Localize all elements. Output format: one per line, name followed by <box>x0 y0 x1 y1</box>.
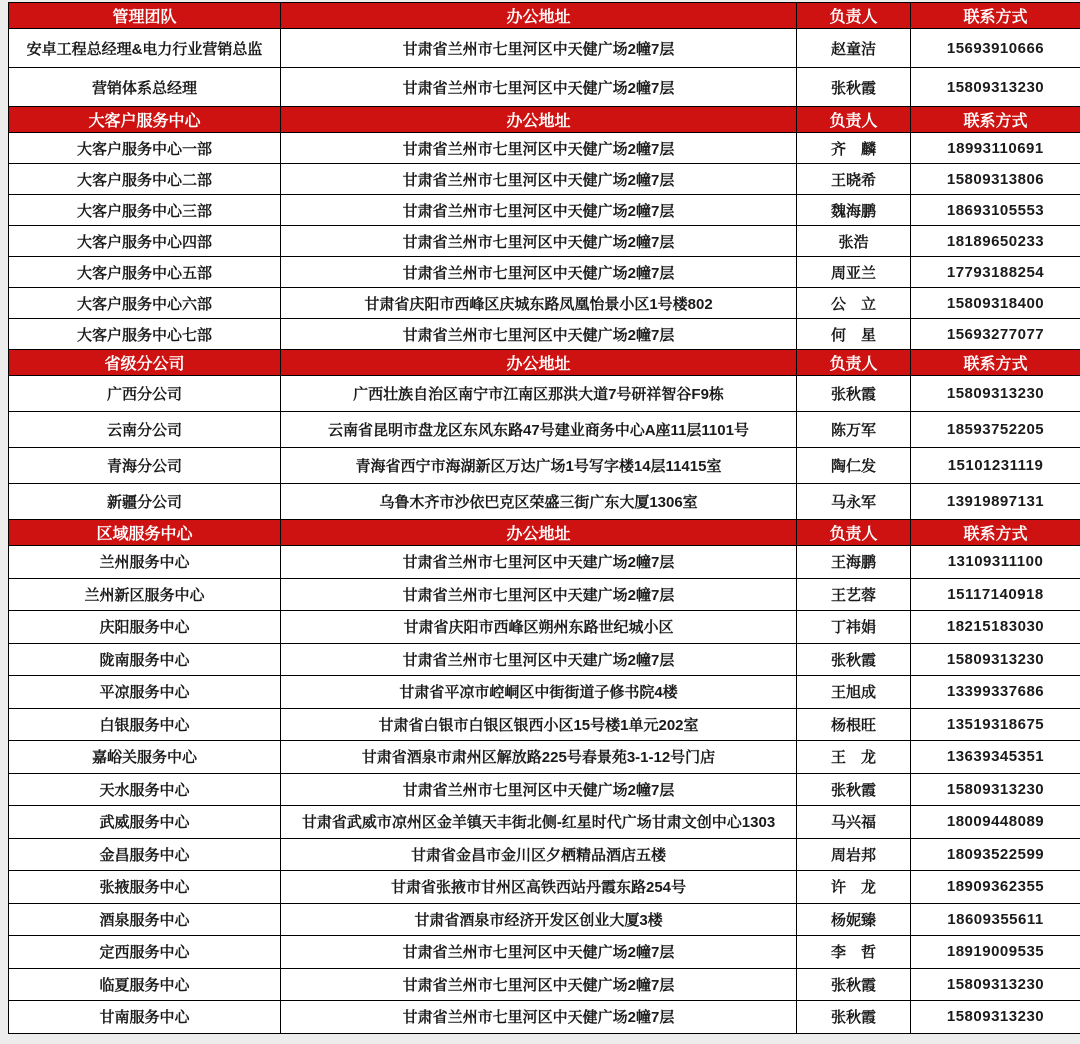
person-cell: 赵童洁 <box>797 29 911 68</box>
department-cell: 武威服务中心 <box>9 806 281 839</box>
person-cell: 王海鹏 <box>797 546 911 579</box>
address-cell: 甘肃省兰州市七里河区中天健广场2幢7层 <box>281 1001 797 1034</box>
phone-cell: 18693105553 <box>911 195 1080 226</box>
table-row <box>9 936 1080 969</box>
section-title: 管理团队 <box>9 3 281 29</box>
contact-column-header: 联系方式 <box>911 350 1080 376</box>
table-row <box>9 578 1080 611</box>
person-cell: 齐 麟 <box>797 133 911 164</box>
phone-cell: 18009448089 <box>911 806 1080 839</box>
person-cell: 张秋霞 <box>797 643 911 676</box>
person-cell: 周岩邦 <box>797 838 911 871</box>
department-cell: 兰州新区服务中心 <box>9 578 281 611</box>
address-column-header: 办公地址 <box>281 350 797 376</box>
table-row <box>9 903 1080 936</box>
department-cell: 云南分公司 <box>9 412 281 448</box>
table-row <box>9 288 1080 319</box>
person-cell: 王晓希 <box>797 164 911 195</box>
department-cell: 大客户服务中心四部 <box>9 226 281 257</box>
section-header-row <box>9 350 1080 376</box>
department-cell: 大客户服务中心七部 <box>9 319 281 350</box>
table-row <box>9 968 1080 1001</box>
table-row <box>9 257 1080 288</box>
address-cell: 甘肃省兰州市七里河区中天健广场2幢7层 <box>281 936 797 969</box>
person-cell: 马永军 <box>797 484 911 520</box>
person-column-header: 负责人 <box>797 350 911 376</box>
address-cell: 甘肃省兰州市七里河区中天健广场2幢7层 <box>281 195 797 226</box>
department-cell: 天水服务中心 <box>9 773 281 806</box>
person-cell: 张秋霞 <box>797 68 911 107</box>
table-row <box>9 838 1080 871</box>
phone-cell: 13399337686 <box>911 676 1080 709</box>
address-cell: 甘肃省兰州市七里河区中天建广场2幢7层 <box>281 578 797 611</box>
section-title: 区域服务中心 <box>9 520 281 546</box>
phone-cell: 18609355611 <box>911 903 1080 936</box>
table-row <box>9 806 1080 839</box>
section-1 <box>9 3 1080 107</box>
table-row <box>9 226 1080 257</box>
table-row <box>9 29 1080 68</box>
table-row <box>9 133 1080 164</box>
address-cell: 甘肃省张掖市甘州区高铁西站丹霞东路254号 <box>281 871 797 904</box>
person-cell: 许 龙 <box>797 871 911 904</box>
person-column-header: 负责人 <box>797 520 911 546</box>
department-cell: 庆阳服务中心 <box>9 611 281 644</box>
department-cell: 兰州服务中心 <box>9 546 281 579</box>
person-cell: 张秋霞 <box>797 773 911 806</box>
section-3 <box>9 350 1080 520</box>
table-row <box>9 708 1080 741</box>
phone-cell: 15809313230 <box>911 376 1080 412</box>
table-row <box>9 611 1080 644</box>
person-cell: 杨妮臻 <box>797 903 911 936</box>
person-column-header: 负责人 <box>797 107 911 133</box>
phone-cell: 17793188254 <box>911 257 1080 288</box>
person-cell: 张秋霞 <box>797 376 911 412</box>
table-row <box>9 448 1080 484</box>
phone-cell: 15809313230 <box>911 773 1080 806</box>
person-cell: 李 哲 <box>797 936 911 969</box>
address-cell: 青海省西宁市海湖新区万达广场1号写字楼14层11415室 <box>281 448 797 484</box>
person-cell: 陈万军 <box>797 412 911 448</box>
section-header-row <box>9 3 1080 29</box>
phone-cell: 13519318675 <box>911 708 1080 741</box>
address-cell: 甘肃省兰州市七里河区中天健广场2幢7层 <box>281 257 797 288</box>
address-cell: 甘肃省兰州市七里河区中天建广场2幢7层 <box>281 643 797 676</box>
department-cell: 营销体系总经理 <box>9 68 281 107</box>
address-cell: 甘肃省武威市凉州区金羊镇天丰街北侧-红星时代广场甘肃文创中心1303 <box>281 806 797 839</box>
address-cell: 甘肃省酒泉市经济开发区创业大厦3楼 <box>281 903 797 936</box>
phone-cell: 15809313230 <box>911 968 1080 1001</box>
phone-cell: 15809313230 <box>911 643 1080 676</box>
address-cell: 乌鲁木齐市沙依巴克区荣盛三街广东大厦1306室 <box>281 484 797 520</box>
address-column-header: 办公地址 <box>281 107 797 133</box>
person-cell: 魏海鹏 <box>797 195 911 226</box>
department-cell: 大客户服务中心六部 <box>9 288 281 319</box>
address-cell: 甘肃省白银市白银区银西小区15号楼1单元202室 <box>281 708 797 741</box>
phone-cell: 18093522599 <box>911 838 1080 871</box>
contact-table <box>8 2 1080 1034</box>
phone-cell: 13639345351 <box>911 741 1080 774</box>
person-cell: 张秋霞 <box>797 968 911 1001</box>
phone-cell: 15693277077 <box>911 319 1080 350</box>
table-row <box>9 319 1080 350</box>
address-cell: 甘肃省平凉市崆峒区中街街道子修书院4楼 <box>281 676 797 709</box>
department-cell: 大客户服务中心三部 <box>9 195 281 226</box>
department-cell: 陇南服务中心 <box>9 643 281 676</box>
address-cell: 甘肃省兰州市七里河区中天健广场2幢7层 <box>281 29 797 68</box>
person-cell: 马兴福 <box>797 806 911 839</box>
person-cell: 王 龙 <box>797 741 911 774</box>
contact-column-header: 联系方式 <box>911 520 1080 546</box>
address-cell: 广西壮族自治区南宁市江南区那洪大道7号研祥智谷F9栋 <box>281 376 797 412</box>
person-column-header: 负责人 <box>797 3 911 29</box>
address-cell: 甘肃省兰州市七里河区中天健广场2幢7层 <box>281 164 797 195</box>
phone-cell: 13919897131 <box>911 484 1080 520</box>
address-cell: 甘肃省兰州市七里河区中天健广场2幢7层 <box>281 68 797 107</box>
address-cell: 甘肃省兰州市七里河区中天健广场2幢7层 <box>281 319 797 350</box>
address-column-header: 办公地址 <box>281 3 797 29</box>
phone-cell: 15101231119 <box>911 448 1080 484</box>
table-row <box>9 412 1080 448</box>
department-cell: 金昌服务中心 <box>9 838 281 871</box>
address-cell: 甘肃省兰州市七里河区中天健广场2幢7层 <box>281 968 797 1001</box>
phone-cell: 15693910666 <box>911 29 1080 68</box>
address-cell: 云南省昆明市盘龙区东风东路47号建业商务中心A座11层1101号 <box>281 412 797 448</box>
person-cell: 何 星 <box>797 319 911 350</box>
section-title: 大客户服务中心 <box>9 107 281 133</box>
table-row <box>9 195 1080 226</box>
person-cell: 王旭成 <box>797 676 911 709</box>
contact-column-header: 联系方式 <box>911 3 1080 29</box>
department-cell: 广西分公司 <box>9 376 281 412</box>
phone-cell: 18993110691 <box>911 133 1080 164</box>
phone-cell: 15117140918 <box>911 578 1080 611</box>
person-cell: 张秋霞 <box>797 1001 911 1034</box>
department-cell: 嘉峪关服务中心 <box>9 741 281 774</box>
section-2 <box>9 107 1080 350</box>
table-row <box>9 164 1080 195</box>
person-cell: 陶仁发 <box>797 448 911 484</box>
department-cell: 青海分公司 <box>9 448 281 484</box>
person-cell: 杨根旺 <box>797 708 911 741</box>
phone-cell: 18215183030 <box>911 611 1080 644</box>
person-cell: 公 立 <box>797 288 911 319</box>
address-cell: 甘肃省兰州市七里河区中天建广场2幢7层 <box>281 546 797 579</box>
section-header-row <box>9 520 1080 546</box>
table-row <box>9 871 1080 904</box>
phone-cell: 15809313806 <box>911 164 1080 195</box>
department-cell: 临夏服务中心 <box>9 968 281 1001</box>
section-header-row <box>9 107 1080 133</box>
department-cell: 新疆分公司 <box>9 484 281 520</box>
table-row <box>9 773 1080 806</box>
department-cell: 张掖服务中心 <box>9 871 281 904</box>
section-4 <box>9 520 1080 1034</box>
table-row <box>9 68 1080 107</box>
table-row <box>9 376 1080 412</box>
department-cell: 平凉服务中心 <box>9 676 281 709</box>
phone-cell: 15809313230 <box>911 1001 1080 1034</box>
address-cell: 甘肃省兰州市七里河区中天健广场2幢7层 <box>281 133 797 164</box>
department-cell: 酒泉服务中心 <box>9 903 281 936</box>
phone-cell: 15809313230 <box>911 68 1080 107</box>
person-cell: 周亚兰 <box>797 257 911 288</box>
section-title: 省级分公司 <box>9 350 281 376</box>
address-cell: 甘肃省酒泉市肃州区解放路225号春景苑3-1-12号门店 <box>281 741 797 774</box>
department-cell: 大客户服务中心五部 <box>9 257 281 288</box>
department-cell: 大客户服务中心二部 <box>9 164 281 195</box>
person-cell: 丁祎娟 <box>797 611 911 644</box>
address-cell: 甘肃省兰州市七里河区中天健广场2幢7层 <box>281 226 797 257</box>
phone-cell: 18189650233 <box>911 226 1080 257</box>
department-cell: 安卓工程总经理&电力行业营销总监 <box>9 29 281 68</box>
phone-cell: 18909362355 <box>911 871 1080 904</box>
address-column-header: 办公地址 <box>281 520 797 546</box>
person-cell: 王艺蓉 <box>797 578 911 611</box>
contact-column-header: 联系方式 <box>911 107 1080 133</box>
phone-cell: 13109311100 <box>911 546 1080 579</box>
address-cell: 甘肃省庆阳市西峰区庆城东路凤凰怡景小区1号楼802 <box>281 288 797 319</box>
table-row <box>9 484 1080 520</box>
table-row <box>9 1001 1080 1034</box>
phone-cell: 18593752205 <box>911 412 1080 448</box>
table-row <box>9 546 1080 579</box>
table-row <box>9 676 1080 709</box>
address-cell: 甘肃省金昌市金川区夕栖精品酒店五楼 <box>281 838 797 871</box>
department-cell: 大客户服务中心一部 <box>9 133 281 164</box>
phone-cell: 18919009535 <box>911 936 1080 969</box>
address-cell: 甘肃省兰州市七里河区中天健广场2幢7层 <box>281 773 797 806</box>
table-row <box>9 643 1080 676</box>
address-cell: 甘肃省庆阳市西峰区朔州东路世纪城小区 <box>281 611 797 644</box>
table-row <box>9 741 1080 774</box>
person-cell: 张浩 <box>797 226 911 257</box>
phone-cell: 15809318400 <box>911 288 1080 319</box>
department-cell: 定西服务中心 <box>9 936 281 969</box>
department-cell: 白银服务中心 <box>9 708 281 741</box>
department-cell: 甘南服务中心 <box>9 1001 281 1034</box>
